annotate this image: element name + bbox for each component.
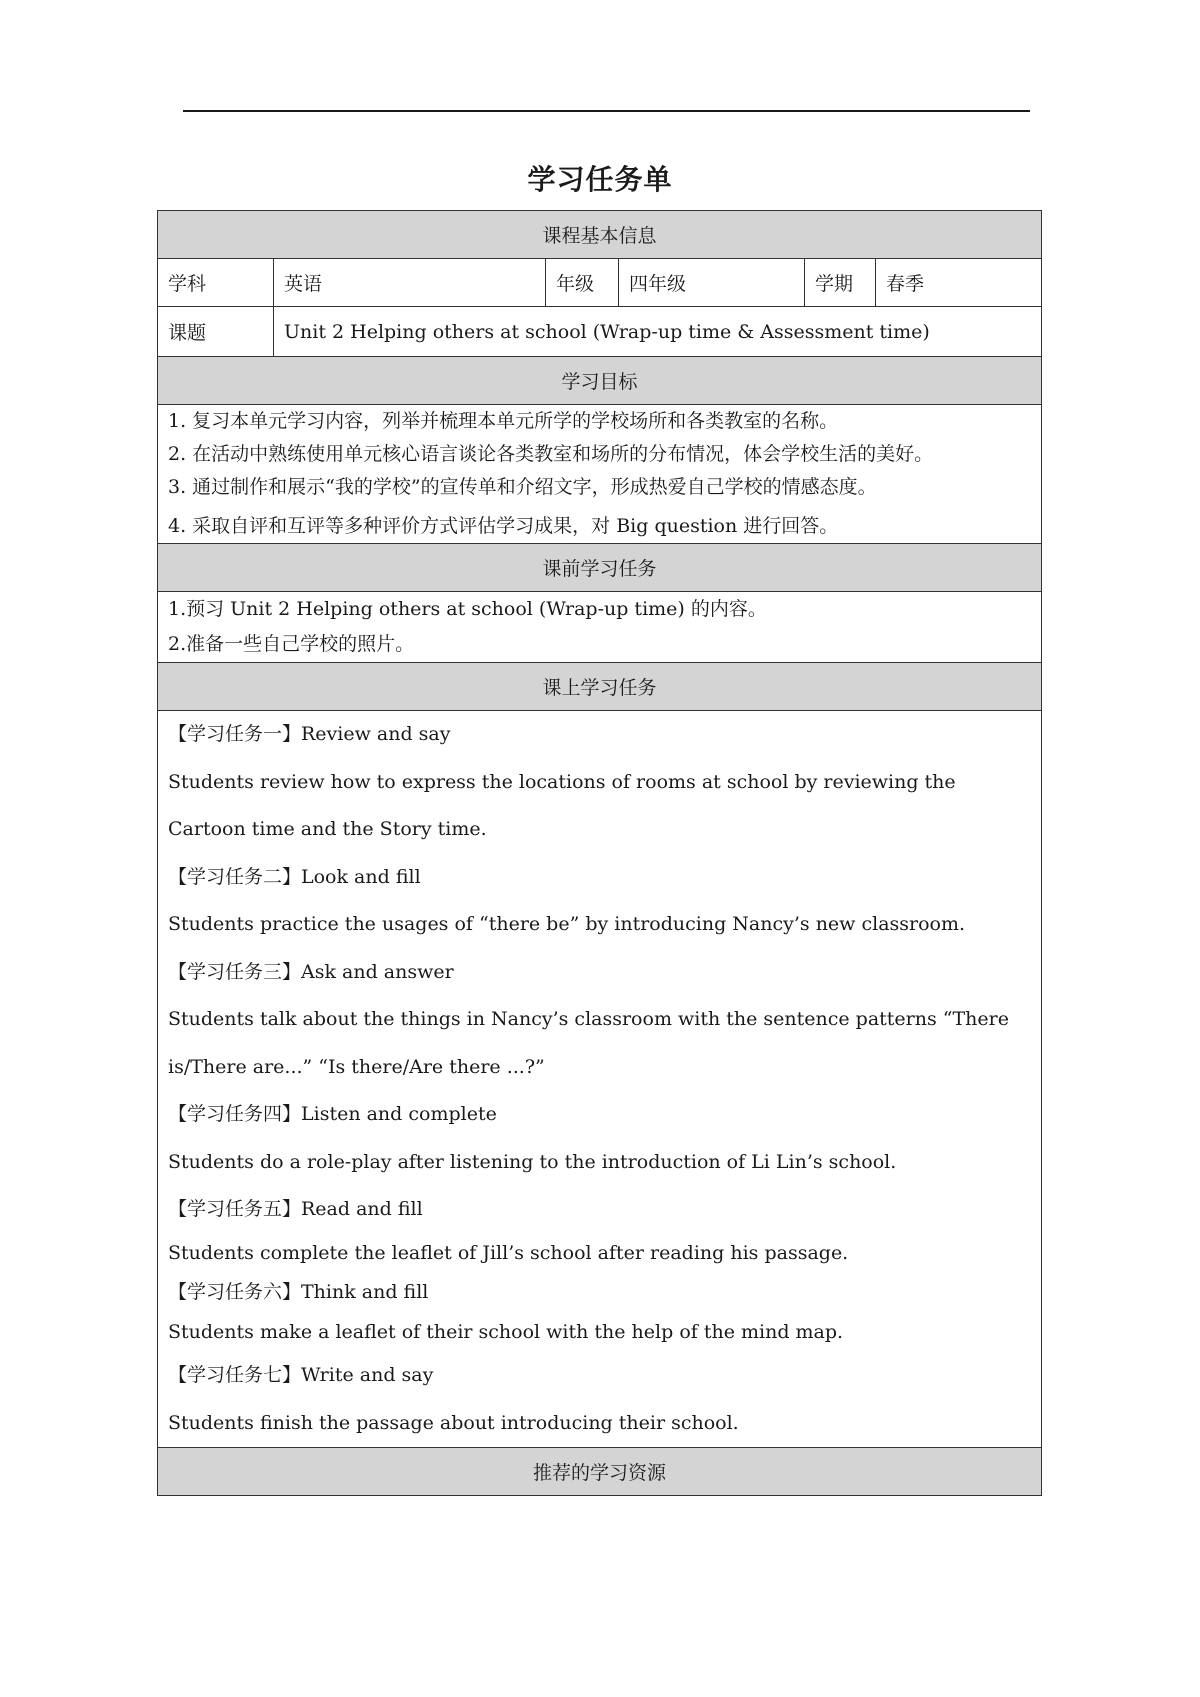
topic-label: 课题 (158, 307, 274, 357)
header-rule (183, 110, 1030, 112)
task-title: 【学习任务四】Listen and complete (168, 1103, 497, 1125)
class-tasks-list (158, 711, 1042, 1448)
pre-tasks-list (158, 592, 1042, 663)
pre-task-item: 2.准备一些自己学校的照片。 (168, 633, 415, 655)
grade-value: 四年级 (619, 259, 805, 307)
goal-item: 4. 采取自评和互评等多种评价方式评估学习成果，对 Big question 进行回答。 (168, 515, 839, 537)
task-title: 【学习任务三】Ask and answer (168, 960, 454, 983)
class-tasks-header: 课上学习任务 (158, 663, 1042, 711)
goal-item: 1. 复习本单元学习内容，列举并梳理本单元所学的学校场所和各类教室的名称。 (168, 410, 839, 432)
document-title: 学习任务单 (527, 163, 673, 196)
task-description: Students review how to express the locations of rooms at school by reviewing the Cartoon time and the Story time. (168, 770, 956, 840)
topic-value: Unit 2 Helping others at school (Wrap-up time & Assessment time) (274, 307, 1042, 357)
grade-label: 年级 (546, 259, 619, 307)
task-description: Students do a role-play after listening to the introduction of Li Lin’s school. (168, 1150, 897, 1173)
class-tasks-row (158, 711, 1042, 1448)
task-title: 【学习任务五】Read and fill (168, 1198, 423, 1220)
task-description: Students practice the usages of “there be” by introducing Nancy’s new classroom. (168, 913, 966, 935)
pre-tasks-row (158, 592, 1042, 663)
goal-item: 3. 通过制作和展示“我的学校”的宣传单和介绍文字，形成热爱自己学校的情感态度。 (168, 476, 877, 498)
basic-info-row (158, 259, 1042, 307)
term-label: 学期 (805, 259, 876, 307)
resources-header-row (158, 1448, 1042, 1496)
goals-header: 学习目标 (158, 357, 1042, 405)
task-description: Students complete the leaflet of Jill’s school after reading his passage. (168, 1241, 849, 1264)
task-title: 【学习任务一】Review and say (168, 723, 451, 745)
basic-info-header: 课程基本信息 (158, 211, 1042, 259)
task-description: Students finish the passage about introducing their school. (168, 1411, 739, 1434)
task-sheet-table (157, 210, 1042, 1496)
goals-header-row (158, 357, 1042, 405)
task-title: 【学习任务六】Think and fill (168, 1281, 429, 1303)
task-description: Students talk about the things in Nancy’s classroom with the sentence patterns “There is/There are...” “Is there/Are there ...?” (168, 1008, 1009, 1078)
pre-tasks-header: 课前学习任务 (158, 544, 1042, 592)
pre-tasks-header-row (158, 544, 1042, 592)
term-value: 春季 (876, 259, 1042, 307)
task-description: Students make a leaflet of their school with the help of the mind map. (168, 1320, 844, 1343)
task-title: 【学习任务二】Look and fill (168, 865, 421, 888)
goals-row (158, 405, 1042, 544)
basic-info-header-row (158, 211, 1042, 259)
subject-label: 学科 (158, 259, 274, 307)
resources-header: 推荐的学习资源 (158, 1448, 1042, 1496)
pre-task-item: 1.预习 Unit 2 Helping others at school (Wrap-up time) 的内容。 (168, 598, 767, 620)
task-title: 【学习任务七】Write and say (168, 1364, 434, 1386)
goal-item: 2. 在活动中熟练使用单元核心语言谈论各类教室和场所的分布情况，体会学校生活的美好。 (168, 443, 934, 465)
class-tasks-header-row (158, 663, 1042, 711)
topic-row (158, 307, 1042, 357)
goals-list (158, 405, 1042, 544)
subject-value: 英语 (274, 259, 546, 307)
